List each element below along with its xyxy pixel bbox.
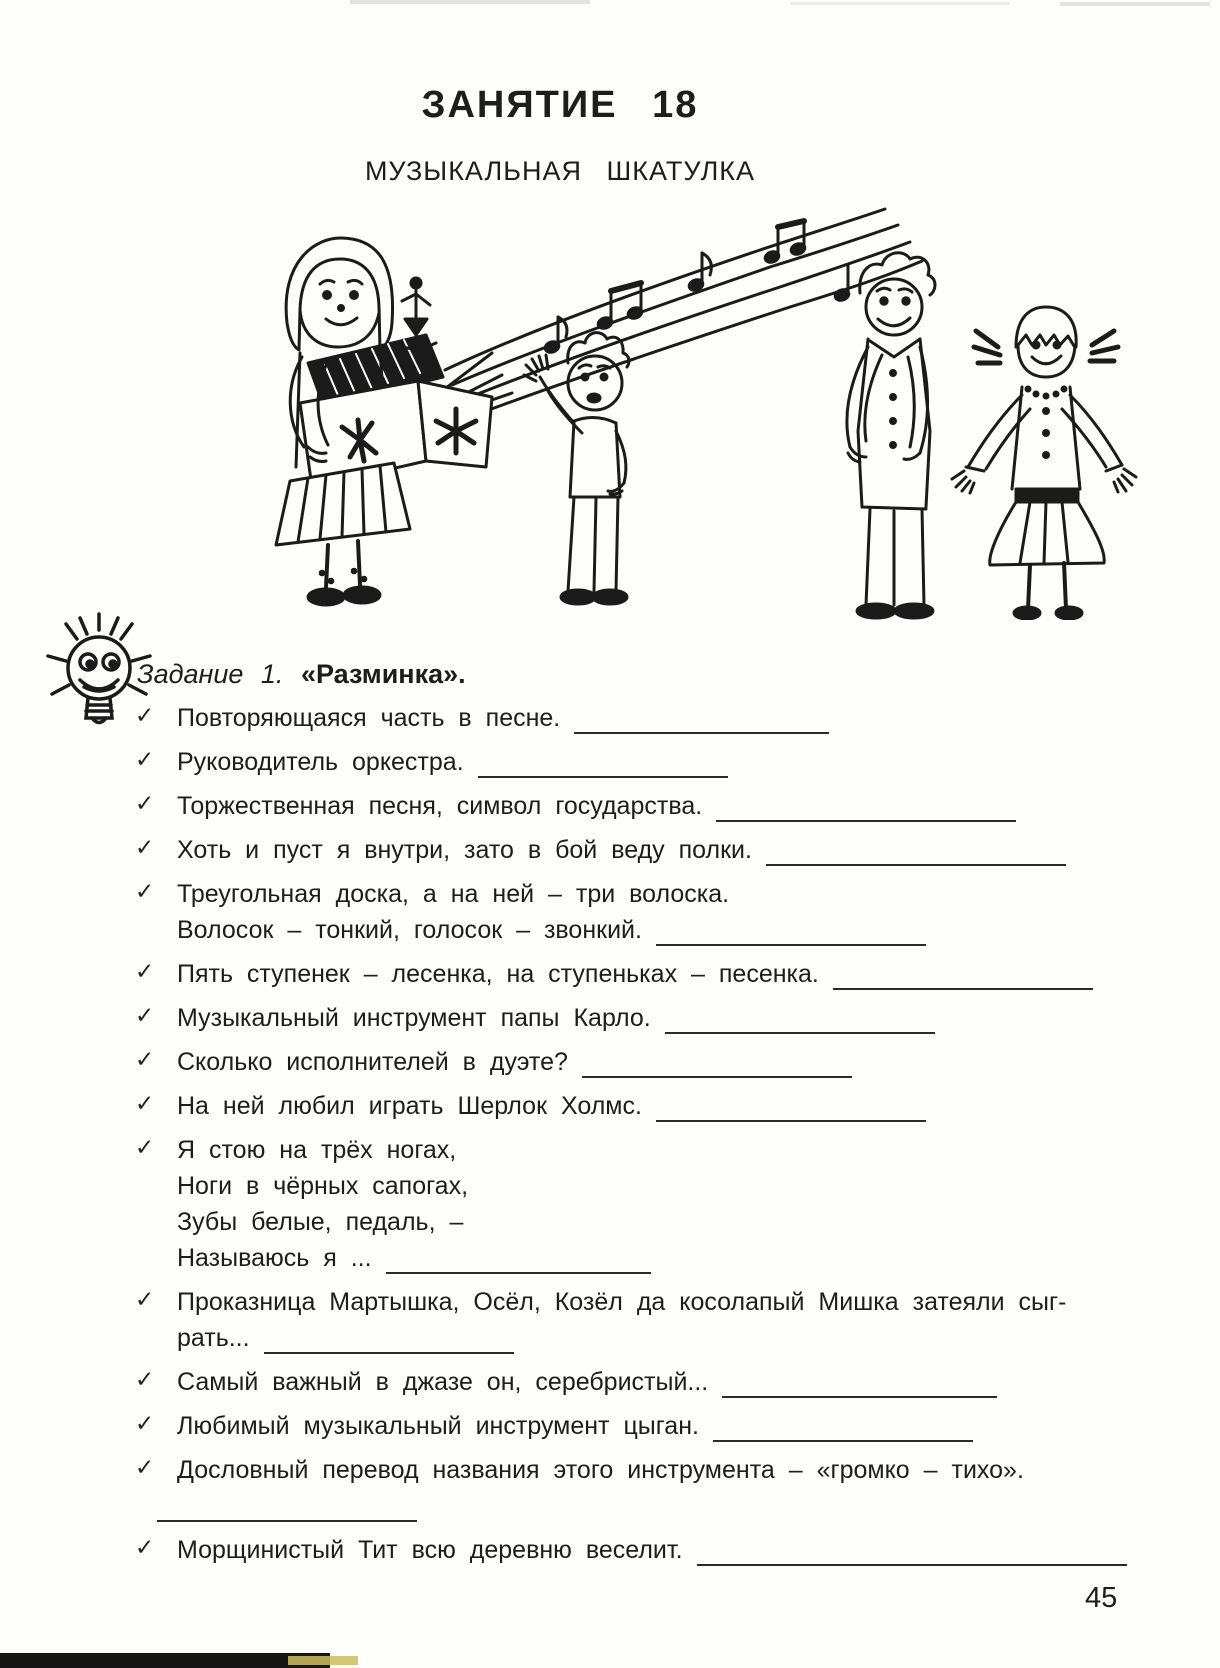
item-text-line: рать...: [177, 1320, 1165, 1356]
task-items: [135, 700, 1165, 1576]
scan-artifact: [288, 1656, 358, 1665]
task-number-label: Задание 1.: [137, 659, 284, 689]
task-item: [135, 1452, 1165, 1524]
girl-with-music-box: [276, 238, 492, 605]
boy-waving: [524, 333, 629, 604]
checkmark-icon: ✓: [135, 1134, 155, 1160]
answer-blank: [833, 976, 1093, 990]
scan-artifact: [0, 1653, 330, 1668]
item-text-line: Торжественная песня, символ государства.: [177, 788, 1165, 824]
item-text-line: Треугольная доска, а на ней – три волоска.: [177, 880, 730, 908]
task-item: [135, 876, 1165, 948]
task-item: [135, 956, 1165, 992]
task-item: [135, 1000, 1165, 1036]
task-item: [135, 1364, 1165, 1400]
checkmark-icon: ✓: [135, 834, 155, 860]
item-text-line: Сколько исполнителей в дуэте?: [177, 1044, 1165, 1080]
item-text-line: Называюсь я ...: [177, 1240, 1165, 1276]
checkmark-icon: ✓: [135, 958, 155, 984]
answer-blank: [665, 1020, 935, 1034]
task-item: [135, 700, 1165, 736]
task-item: [135, 744, 1165, 780]
answer-blank: [713, 1428, 973, 1442]
answer-blank: [697, 1552, 1127, 1566]
task-item: [135, 1532, 1165, 1568]
scan-artifact: [350, 0, 590, 4]
page-title: ЗАНЯТИЕ 18: [421, 84, 699, 126]
task-item: [135, 1088, 1165, 1124]
answer-blank: [766, 852, 1066, 866]
task-item: [135, 788, 1165, 824]
checkmark-icon: ✓: [135, 1286, 155, 1312]
scan-artifact: [790, 2, 1010, 5]
answer-blank: [716, 808, 1016, 822]
girl-pigtails: [952, 307, 1136, 619]
item-text-line: Ноги в чёрных сапогах,: [177, 1172, 469, 1200]
checkmark-icon: ✓: [135, 1046, 155, 1072]
music-notes-stream: [442, 209, 922, 417]
checkmark-icon: ✓: [135, 702, 155, 728]
item-text-line: Зубы белые, педаль, –: [177, 1208, 464, 1236]
checkmark-icon: ✓: [135, 790, 155, 816]
page-number: 45: [1085, 1582, 1118, 1614]
checkmark-icon: ✓: [135, 1410, 155, 1436]
item-text-line: Пять ступенек – лесенка, на ступеньках – песенка.: [177, 956, 1165, 992]
task-heading: [137, 659, 466, 690]
task-item: [135, 832, 1165, 868]
answer-blank: [656, 1108, 926, 1122]
answer-blank: [722, 1384, 997, 1398]
item-text-line: Дословный перевод названия этого инструмента – «громко – тихо».: [177, 1456, 1024, 1484]
answer-blank: [386, 1260, 651, 1274]
task-item: [135, 1408, 1165, 1444]
item-text-line: Хоть и пуст я внутри, зато в бой веду полки.: [177, 832, 1165, 868]
answer-blank: [574, 720, 829, 734]
answer-blank: [478, 764, 728, 778]
item-text-line: Проказница Мартышка, Осёл, Козёл да косолапый Мишка затеяли сыг-: [177, 1288, 1067, 1316]
item-text-line: Повторяющаяся часть в песне.: [177, 700, 1165, 736]
task-item: [135, 1132, 1165, 1276]
tall-boy: [847, 253, 935, 618]
task-item: [135, 1044, 1165, 1080]
illustration: [230, 195, 1140, 620]
item-text-line: Волосок – тонкий, голосок – звонкий.: [177, 912, 1165, 948]
checkmark-icon: ✓: [135, 746, 155, 772]
item-text-line: Руководитель оркестра.: [177, 744, 1165, 780]
answer-blank: [157, 1508, 417, 1522]
checkmark-icon: ✓: [135, 1534, 155, 1560]
task-title-label: «Разминка».: [300, 659, 466, 689]
item-text-line: Морщинистый Тит всю деревню веселит.: [177, 1532, 1165, 1568]
answer-blank: [656, 932, 926, 946]
item-text-line: На ней любил играть Шерлок Холмс.: [177, 1088, 1165, 1124]
answer-blank: [264, 1340, 514, 1354]
item-text-line: Самый важный в джазе он, серебристый...: [177, 1364, 1165, 1400]
answer-blank: [582, 1064, 852, 1078]
checkmark-icon: ✓: [135, 1454, 155, 1480]
scan-artifact: [1060, 2, 1210, 6]
task-item: [135, 1284, 1165, 1356]
checkmark-icon: ✓: [135, 1090, 155, 1116]
item-text-line: Я стою на трёх ногах,: [177, 1136, 457, 1164]
page-subtitle: МУЗЫКАЛЬНАЯ ШКАТУЛКА: [364, 156, 756, 186]
item-text-line: Музыкальный инструмент папы Карло.: [177, 1000, 1165, 1036]
checkmark-icon: ✓: [135, 1366, 155, 1392]
checkmark-icon: ✓: [135, 878, 155, 904]
item-text-line: Любимый музыкальный инструмент цыган.: [177, 1408, 1165, 1444]
checkmark-icon: ✓: [135, 1002, 155, 1028]
